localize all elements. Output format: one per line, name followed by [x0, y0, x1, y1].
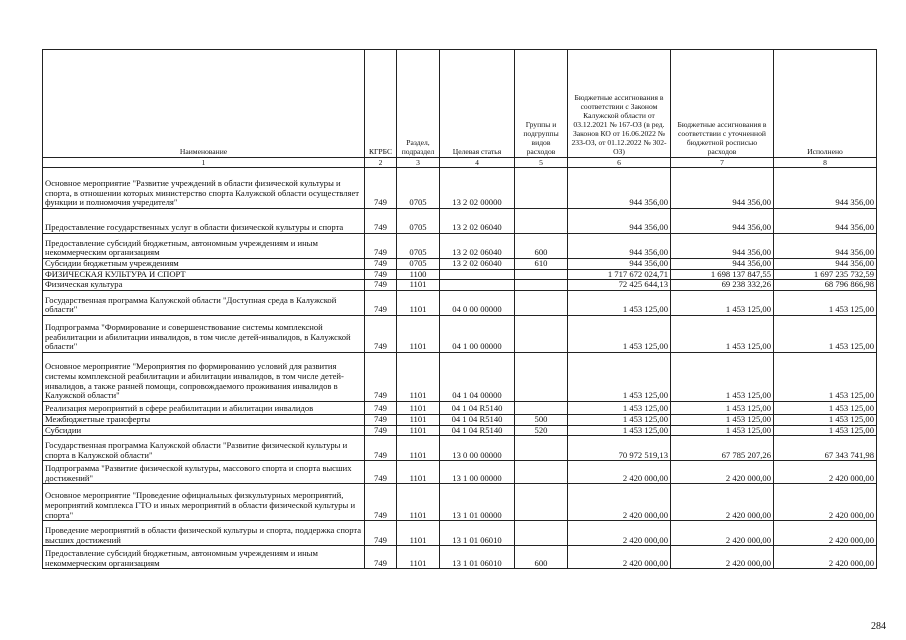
table-cell-budget-law: 2 420 000,00 [568, 461, 671, 484]
table-cell-budget-law: 944 356,00 [568, 209, 671, 234]
table-cell-budget-refined: 67 785 207,26 [671, 436, 774, 461]
table-cell-group [515, 280, 568, 291]
table-cell-kgrbs: 749 [365, 425, 397, 436]
table-cell-budget-refined: 1 453 125,00 [671, 290, 774, 315]
table-cell-kgrbs: 749 [365, 269, 397, 280]
table-cell-budget-law: 1 453 125,00 [568, 425, 671, 436]
table-row [43, 209, 877, 234]
column-number: 1 [43, 158, 365, 168]
table-cell-executed: 68 796 866,98 [774, 280, 877, 291]
table-cell-budget-refined: 2 420 000,00 [671, 461, 774, 484]
table-cell-executed: 944 356,00 [774, 209, 877, 234]
table-cell-budget-refined: 2 420 000,00 [671, 484, 774, 521]
table-cell-section: 1101 [397, 546, 440, 569]
table-cell-executed: 944 356,00 [774, 168, 877, 209]
table-cell-kgrbs: 749 [365, 234, 397, 259]
table-cell-budget-refined: 69 238 332,26 [671, 280, 774, 291]
table-cell-target: 13 0 00 00000 [440, 436, 515, 461]
table-cell-name: Основное мероприятие "Мероприятия по формированию условий для развития системы комплексной реабилитации и абилитации инвалидов, в том числе детей-инвалидов, а также ранней помощи, сопровождаемого проживания инвалидов в Калужской области" [43, 352, 365, 401]
table-cell-section: 1101 [397, 352, 440, 401]
table-cell-kgrbs: 749 [365, 461, 397, 484]
table-cell-kgrbs: 749 [365, 521, 397, 546]
table-cell-group [515, 290, 568, 315]
table-cell-kgrbs: 749 [365, 436, 397, 461]
table-cell-executed: 1 453 125,00 [774, 414, 877, 425]
table-cell-section: 0705 [397, 234, 440, 259]
page-number: 284 [871, 621, 886, 632]
table-cell-kgrbs: 749 [365, 168, 397, 209]
table-row [43, 425, 877, 436]
table-cell-target: 13 1 01 06010 [440, 546, 515, 569]
table-cell-group [515, 521, 568, 546]
column-number-row [43, 158, 877, 168]
table-cell-section: 0705 [397, 168, 440, 209]
column-number: 4 [440, 158, 515, 168]
table-cell-section: 1101 [397, 425, 440, 436]
table-cell-kgrbs: 749 [365, 290, 397, 315]
table-row [43, 461, 877, 484]
header-section: Раздел, подраздел [397, 50, 440, 158]
table-cell-budget-refined: 2 420 000,00 [671, 521, 774, 546]
table-cell-kgrbs: 749 [365, 259, 397, 270]
table-cell-budget-refined: 944 356,00 [671, 259, 774, 270]
column-number: 3 [397, 158, 440, 168]
table-row [43, 259, 877, 270]
table-cell-kgrbs: 749 [365, 280, 397, 291]
table-cell-executed: 67 343 741,98 [774, 436, 877, 461]
table-row [43, 521, 877, 546]
table-cell-group: 600 [515, 546, 568, 569]
table-cell-name: Субсидии [43, 425, 365, 436]
table-row [43, 168, 877, 209]
table-cell-kgrbs: 749 [365, 401, 397, 414]
table-cell-name: Предоставление субсидий бюджетным, автономным учреждениям и иным некоммерческим организациям [43, 234, 365, 259]
table-cell-name: Подпрограмма "Формирование и совершенствование системы комплексной реабилитации и абилитации инвалидов, в том числе детей-инвалидов, в Калужской области" [43, 315, 365, 352]
table-cell-name: Предоставление государственных услуг в области физической культуры и спорта [43, 209, 365, 234]
table-cell-executed: 944 356,00 [774, 259, 877, 270]
table-cell-executed: 2 420 000,00 [774, 521, 877, 546]
table-cell-target: 13 2 02 06040 [440, 209, 515, 234]
table-cell-name: ФИЗИЧЕСКАЯ КУЛЬТУРА И СПОРТ [43, 269, 365, 280]
table-cell-budget-law: 72 425 644,13 [568, 280, 671, 291]
table-cell-target: 13 1 01 06010 [440, 521, 515, 546]
table-cell-budget-law: 2 420 000,00 [568, 521, 671, 546]
header-budget-law: Бюджетные ассигнования в соответствии с Законом Калужской области от 03.12.2021 № 167-ОЗ (в ред. Законов КО от 16.06.2022 № 233-ОЗ, от 01.12.2022 № 302-ОЗ) [568, 50, 671, 158]
table-row [43, 290, 877, 315]
header-budget-refined: Бюджетные ассигнования в соответствии с уточненной бюджетной росписью расходов [671, 50, 774, 158]
header-kgrbs: КГРБС [365, 50, 397, 158]
table-cell-executed: 2 420 000,00 [774, 484, 877, 521]
table-cell-target: 04 1 04 00000 [440, 352, 515, 401]
table-row [43, 352, 877, 401]
table-cell-budget-refined: 1 453 125,00 [671, 401, 774, 414]
table-cell-name: Основное мероприятие "Развитие учреждений в области физической культуры и спорта, в отношении которых министерство спорта Калужской области осуществляет функции и полномочия учредителя" [43, 168, 365, 209]
table-cell-section: 0705 [397, 259, 440, 270]
table-cell-name: Межбюджетные трансферты [43, 414, 365, 425]
table-cell-executed: 1 453 125,00 [774, 352, 877, 401]
table-cell-kgrbs: 749 [365, 352, 397, 401]
table-cell-group [515, 484, 568, 521]
header-executed: Исполнено [774, 50, 877, 158]
table-cell-executed: 1 453 125,00 [774, 425, 877, 436]
table-row [43, 414, 877, 425]
header-row [43, 50, 877, 158]
table-cell-group [515, 461, 568, 484]
header-groups: Группы и подгруппы видов расходов [515, 50, 568, 158]
budget-table [42, 49, 877, 569]
table-cell-budget-refined: 944 356,00 [671, 168, 774, 209]
table-cell-budget-law: 1 717 672 024,71 [568, 269, 671, 280]
table-cell-group: 520 [515, 425, 568, 436]
table-cell-target: 04 1 04 R5140 [440, 425, 515, 436]
table-cell-name: Государственная программа Калужской области "Доступная среда в Калужской области" [43, 290, 365, 315]
table-cell-group: 610 [515, 259, 568, 270]
table-cell-budget-refined: 1 453 125,00 [671, 352, 774, 401]
table-cell-target [440, 269, 515, 280]
table-cell-name: Субсидии бюджетным учреждениям [43, 259, 365, 270]
table-cell-section: 1101 [397, 315, 440, 352]
table-cell-section: 1101 [397, 290, 440, 315]
table-cell-budget-refined: 1 453 125,00 [671, 425, 774, 436]
table-cell-group [515, 315, 568, 352]
table-cell-target: 13 2 02 06040 [440, 259, 515, 270]
table-row [43, 315, 877, 352]
table-cell-target [440, 280, 515, 291]
table-cell-group: 600 [515, 234, 568, 259]
table-cell-section: 1100 [397, 269, 440, 280]
table-cell-kgrbs: 749 [365, 209, 397, 234]
table-cell-executed: 2 420 000,00 [774, 461, 877, 484]
header-target: Целевая статья [440, 50, 515, 158]
table-cell-budget-law: 944 356,00 [568, 234, 671, 259]
table-row [43, 436, 877, 461]
table-cell-name: Основное мероприятие "Проведение официальных физкультурных мероприятий, мероприятий комплекса ГТО и иных мероприятий в области физической культуры и спорта" [43, 484, 365, 521]
table-cell-executed: 1 453 125,00 [774, 315, 877, 352]
table-cell-target: 04 1 04 R5140 [440, 401, 515, 414]
table-cell-section: 1101 [397, 414, 440, 425]
table-cell-kgrbs: 749 [365, 414, 397, 425]
table-cell-budget-law: 944 356,00 [568, 168, 671, 209]
table-cell-group [515, 436, 568, 461]
table-cell-section: 1101 [397, 436, 440, 461]
table-cell-target: 04 0 00 00000 [440, 290, 515, 315]
table-cell-target: 13 1 01 00000 [440, 484, 515, 521]
column-number: 5 [515, 158, 568, 168]
table-cell-kgrbs: 749 [365, 546, 397, 569]
table-cell-section: 0705 [397, 209, 440, 234]
table-cell-kgrbs: 749 [365, 484, 397, 521]
table-cell-executed: 944 356,00 [774, 234, 877, 259]
table-row [43, 401, 877, 414]
table-cell-budget-law: 70 972 519,13 [568, 436, 671, 461]
table-cell-section: 1101 [397, 484, 440, 521]
table-cell-target: 13 1 00 00000 [440, 461, 515, 484]
table-cell-budget-law: 1 453 125,00 [568, 315, 671, 352]
table-cell-budget-refined: 2 420 000,00 [671, 546, 774, 569]
table-cell-group [515, 209, 568, 234]
table-cell-target: 13 2 02 00000 [440, 168, 515, 209]
table-cell-section: 1101 [397, 461, 440, 484]
table-row [43, 484, 877, 521]
table-cell-name: Государственная программа Калужской области "Развитие физической культуры и спорта в Калужской области" [43, 436, 365, 461]
column-number: 8 [774, 158, 877, 168]
table-cell-name: Подпрограмма "Развитие физической культуры, массового спорта и спорта высших достижений" [43, 461, 365, 484]
table-cell-name: Физическая культура [43, 280, 365, 291]
table-cell-budget-law: 944 356,00 [568, 259, 671, 270]
table-cell-target: 04 1 00 00000 [440, 315, 515, 352]
table-cell-budget-refined: 1 698 137 847,55 [671, 269, 774, 280]
table-cell-budget-refined: 944 356,00 [671, 234, 774, 259]
table-cell-budget-law: 2 420 000,00 [568, 546, 671, 569]
table-cell-executed: 1 697 235 732,59 [774, 269, 877, 280]
table-cell-budget-law: 1 453 125,00 [568, 414, 671, 425]
table-cell-section: 1101 [397, 401, 440, 414]
table-cell-executed: 2 420 000,00 [774, 546, 877, 569]
table-cell-name: Проведение мероприятий в области физической культуры и спорта, поддержка спорта высших достижений [43, 521, 365, 546]
table-cell-budget-law: 1 453 125,00 [568, 352, 671, 401]
column-number: 7 [671, 158, 774, 168]
table-body [43, 168, 877, 569]
table-cell-kgrbs: 749 [365, 315, 397, 352]
table-cell-budget-refined: 1 453 125,00 [671, 315, 774, 352]
table-cell-target: 04 1 04 R5140 [440, 414, 515, 425]
table-cell-section: 1101 [397, 280, 440, 291]
table-cell-name: Реализация мероприятий в сфере реабилитации и абилитации инвалидов [43, 401, 365, 414]
table-cell-budget-law: 1 453 125,00 [568, 401, 671, 414]
table-cell-executed: 1 453 125,00 [774, 401, 877, 414]
table-cell-group [515, 401, 568, 414]
table-cell-budget-law: 2 420 000,00 [568, 484, 671, 521]
table-cell-group [515, 269, 568, 280]
table-row [43, 269, 877, 280]
table-cell-group [515, 352, 568, 401]
table-cell-target: 13 2 02 06040 [440, 234, 515, 259]
table-cell-section: 1101 [397, 521, 440, 546]
table-cell-budget-refined: 1 453 125,00 [671, 414, 774, 425]
column-number: 2 [365, 158, 397, 168]
table-cell-executed: 1 453 125,00 [774, 290, 877, 315]
table-cell-group: 500 [515, 414, 568, 425]
header-name: Наименование [43, 50, 365, 158]
table-cell-group [515, 168, 568, 209]
table-row [43, 234, 877, 259]
table-row [43, 280, 877, 291]
table-cell-budget-refined: 944 356,00 [671, 209, 774, 234]
table-cell-budget-law: 1 453 125,00 [568, 290, 671, 315]
column-number: 6 [568, 158, 671, 168]
table-row [43, 546, 877, 569]
table-cell-name: Предоставление субсидий бюджетным, автономным учреждениям и иным некоммерческим организациям [43, 546, 365, 569]
